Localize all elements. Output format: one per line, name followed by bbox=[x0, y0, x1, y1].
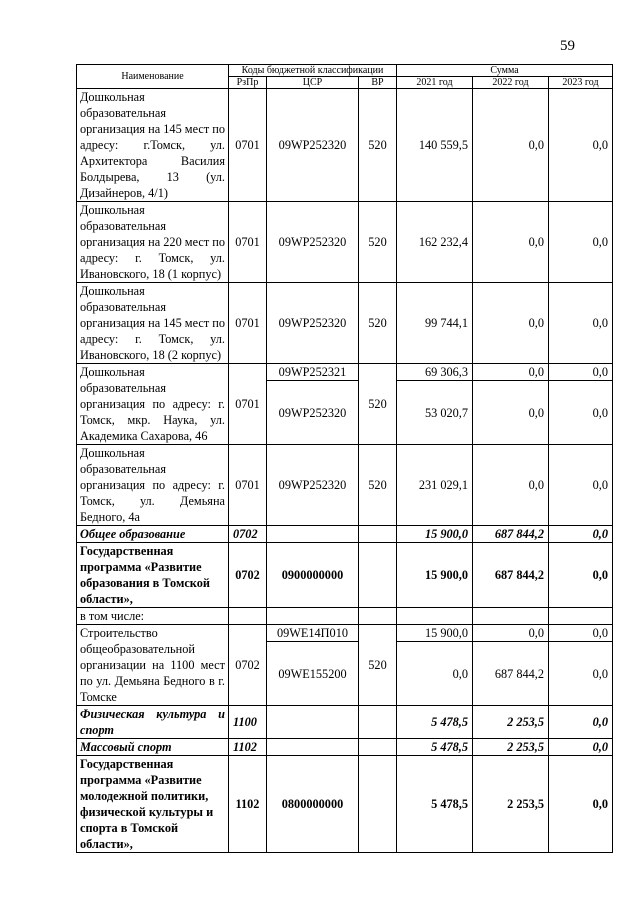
page-number: 59 bbox=[560, 38, 575, 54]
row-2022: 0,0 bbox=[473, 381, 549, 445]
row-2023: 0,0 bbox=[549, 526, 613, 543]
row-rzpr: 0701 bbox=[229, 89, 267, 202]
row-rzpr: 1102 bbox=[229, 739, 267, 756]
row-2022 bbox=[473, 608, 549, 625]
row-csr: 09WE14П010 bbox=[267, 625, 359, 642]
row-vr bbox=[359, 608, 397, 625]
row-2021: 53 020,7 bbox=[397, 381, 473, 445]
row-2022: 0,0 bbox=[473, 625, 549, 642]
header-codes: Коды бюджетной классификации bbox=[229, 65, 397, 77]
row-rzpr: 0701 bbox=[229, 202, 267, 283]
row-csr bbox=[267, 706, 359, 739]
row-vr: 520 bbox=[359, 445, 397, 526]
row-name: Дошкольная образовательная организация на 145 мест по адресу: г. Томск, ул. Ивановского, 18 (2 корпус) bbox=[77, 283, 229, 364]
row-rzpr: 0701 bbox=[229, 283, 267, 364]
row-2023: 0,0 bbox=[549, 283, 613, 364]
row-csr bbox=[267, 526, 359, 543]
row-vr: 520 bbox=[359, 89, 397, 202]
row-2021: 69 306,3 bbox=[397, 364, 473, 381]
header-sum: Сумма bbox=[397, 65, 613, 77]
row-2023: 0,0 bbox=[549, 642, 613, 706]
row-2022: 687 844,2 bbox=[473, 543, 549, 608]
row-vr bbox=[359, 526, 397, 543]
row-2021: 5 478,5 bbox=[397, 756, 473, 853]
row-2022: 0,0 bbox=[473, 445, 549, 526]
table-row bbox=[77, 543, 613, 608]
row-csr: 09WP252320 bbox=[267, 202, 359, 283]
row-csr bbox=[267, 739, 359, 756]
row-2022: 0,0 bbox=[473, 202, 549, 283]
row-rzpr: 1102 bbox=[229, 756, 267, 853]
row-2021: 15 900,0 bbox=[397, 526, 473, 543]
header-2023: 2023 год bbox=[549, 77, 613, 89]
header-csr: ЦСР bbox=[267, 77, 359, 89]
table-row bbox=[77, 625, 613, 642]
row-2021: 231 029,1 bbox=[397, 445, 473, 526]
row-2021: 5 478,5 bbox=[397, 706, 473, 739]
row-2022: 2 253,5 bbox=[473, 756, 549, 853]
header-name: Наименование bbox=[77, 65, 229, 89]
table-row bbox=[77, 739, 613, 756]
row-2023: 0,0 bbox=[549, 445, 613, 526]
row-name: Дошкольная образовательная организация на 145 мест по адресу: г.Томск, ул. Архитектора Василия Болдырева, 13 (ул. Дизайнеров, 4/1) bbox=[77, 89, 229, 202]
row-name: в том числе: bbox=[77, 608, 229, 625]
row-2023: 0,0 bbox=[549, 739, 613, 756]
row-rzpr: 0702 bbox=[229, 526, 267, 543]
row-vr: 520 bbox=[359, 625, 397, 706]
header-rzpr: РзПр bbox=[229, 77, 267, 89]
row-name: Дошкольная образовательная организация на 220 мест по адресу: г. Томск, ул. Ивановского, 18 (1 корпус) bbox=[77, 202, 229, 283]
row-2021: 99 744,1 bbox=[397, 283, 473, 364]
row-2023: 0,0 bbox=[549, 543, 613, 608]
table-row bbox=[77, 608, 613, 625]
row-2023 bbox=[549, 608, 613, 625]
table-row bbox=[77, 706, 613, 739]
row-2022: 2 253,5 bbox=[473, 739, 549, 756]
row-csr: 0800000000 bbox=[267, 756, 359, 853]
header-2022: 2022 год bbox=[473, 77, 549, 89]
row-rzpr: 0701 bbox=[229, 445, 267, 526]
row-2023: 0,0 bbox=[549, 625, 613, 642]
table-row bbox=[77, 202, 613, 283]
row-2023: 0,0 bbox=[549, 202, 613, 283]
row-2021: 15 900,0 bbox=[397, 625, 473, 642]
row-vr bbox=[359, 739, 397, 756]
row-name: Государственная программа «Развитие образования в Томской области», bbox=[77, 543, 229, 608]
row-csr: 09WP252320 bbox=[267, 381, 359, 445]
row-2022: 0,0 bbox=[473, 364, 549, 381]
row-vr bbox=[359, 756, 397, 853]
row-name: Физическая культура и спорт bbox=[77, 706, 229, 739]
row-2022: 2 253,5 bbox=[473, 706, 549, 739]
row-vr: 520 bbox=[359, 202, 397, 283]
table-row bbox=[77, 445, 613, 526]
row-name: Дошкольная образовательная организация по адресу: г. Томск, мкр. Наука, ул. Академика Сахарова, 46 bbox=[77, 364, 229, 445]
row-csr: 09WE155200 bbox=[267, 642, 359, 706]
table-row bbox=[77, 89, 613, 202]
row-2022: 0,0 bbox=[473, 283, 549, 364]
row-rzpr: 1100 bbox=[229, 706, 267, 739]
row-2023: 0,0 bbox=[549, 381, 613, 445]
row-2021: 5 478,5 bbox=[397, 739, 473, 756]
row-2021: 162 232,4 bbox=[397, 202, 473, 283]
header-vr: ВР bbox=[359, 77, 397, 89]
table-row bbox=[77, 283, 613, 364]
row-csr: 09WP252320 bbox=[267, 283, 359, 364]
row-2023: 0,0 bbox=[549, 364, 613, 381]
table-row bbox=[77, 364, 613, 381]
row-rzpr: 0702 bbox=[229, 543, 267, 608]
row-csr: 09WP252320 bbox=[267, 445, 359, 526]
budget-table bbox=[76, 64, 613, 853]
row-name: Общее образование bbox=[77, 526, 229, 543]
row-2022: 687 844,2 bbox=[473, 526, 549, 543]
row-vr: 520 bbox=[359, 364, 397, 445]
row-vr bbox=[359, 706, 397, 739]
row-2021: 140 559,5 bbox=[397, 89, 473, 202]
row-rzpr: 0702 bbox=[229, 625, 267, 706]
table-row bbox=[77, 526, 613, 543]
row-vr bbox=[359, 543, 397, 608]
row-name: Массовый спорт bbox=[77, 739, 229, 756]
row-csr bbox=[267, 608, 359, 625]
row-2023: 0,0 bbox=[549, 756, 613, 853]
row-2021: 15 900,0 bbox=[397, 543, 473, 608]
row-rzpr bbox=[229, 608, 267, 625]
row-2021: 0,0 bbox=[397, 642, 473, 706]
row-vr: 520 bbox=[359, 283, 397, 364]
row-name: Государственная программа «Развитие молодежной политики, физической культуры и спорта в Томской области», bbox=[77, 756, 229, 853]
table-row bbox=[77, 756, 613, 853]
row-csr: 09WP252320 bbox=[267, 89, 359, 202]
row-csr: 0900000000 bbox=[267, 543, 359, 608]
row-csr: 09WP252321 bbox=[267, 364, 359, 381]
row-name: Дошкольная образовательная организация по адресу: г. Томск, ул. Демьяна Бедного, 4а bbox=[77, 445, 229, 526]
header-2021: 2021 год bbox=[397, 77, 473, 89]
row-2023: 0,0 bbox=[549, 706, 613, 739]
row-rzpr: 0701 bbox=[229, 364, 267, 445]
row-2022: 0,0 bbox=[473, 89, 549, 202]
row-2023: 0,0 bbox=[549, 89, 613, 202]
row-2022: 687 844,2 bbox=[473, 642, 549, 706]
row-2021 bbox=[397, 608, 473, 625]
row-name: Строительство общеобразовательной организации на 1100 мест по ул. Демьяна Бедного в г. Томске bbox=[77, 625, 229, 706]
